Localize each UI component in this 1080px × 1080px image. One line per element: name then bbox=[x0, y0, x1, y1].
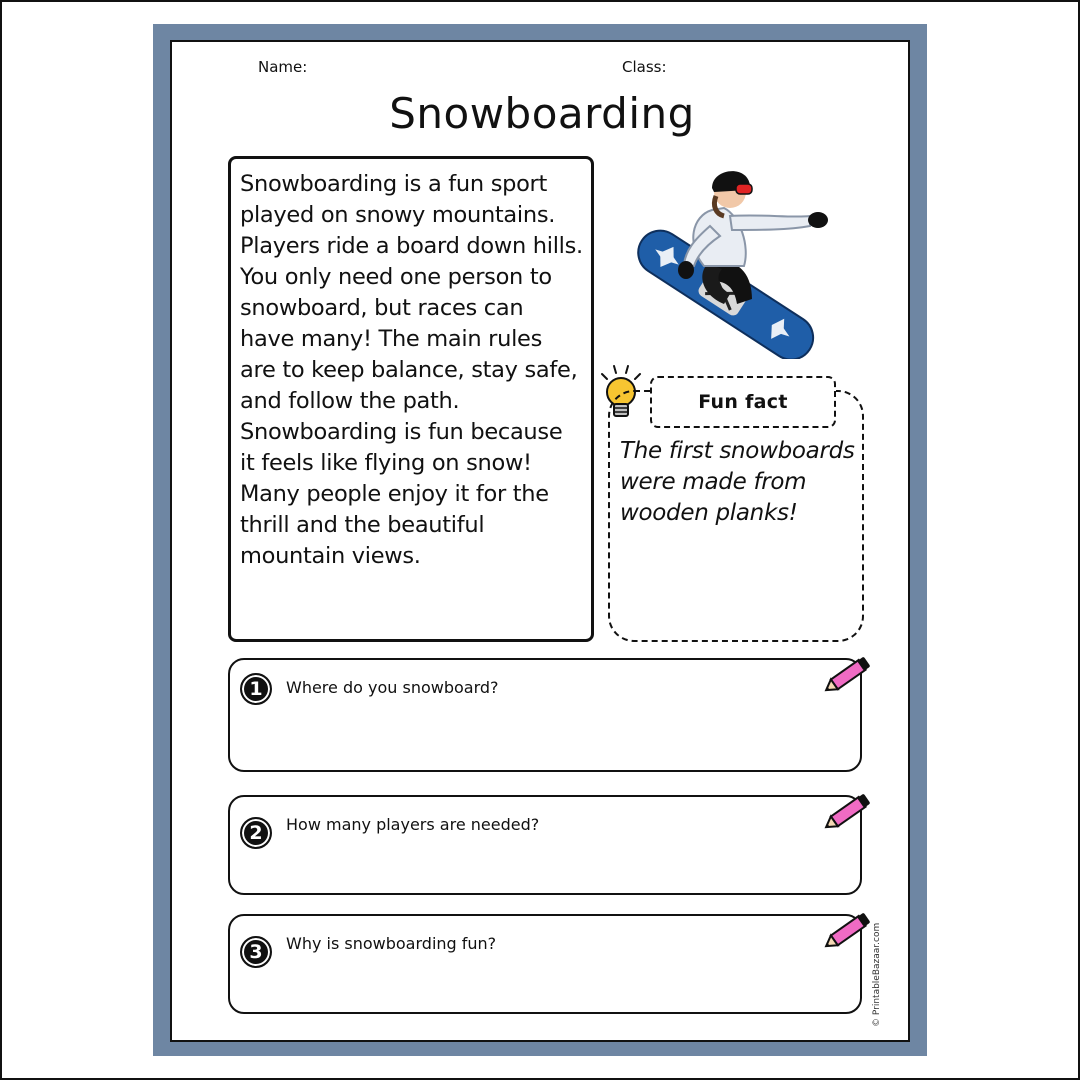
reading-passage-text: Snowboarding is a fun sport played on snowy mountains. Players ride a board down hills. You only need one person to snowboard, but races can have many! The main rules are to keep balance, stay safe, and follow the path. Snowboarding is fun because it feels like flying on snow! Many people enjoy it for the thrill and the beautiful mountain views. bbox=[240, 171, 583, 569]
question-2-number: 2 bbox=[240, 817, 272, 849]
question-1-answer-box[interactable] bbox=[228, 658, 862, 772]
reading-passage-box bbox=[228, 156, 594, 642]
question-3-answer-box[interactable] bbox=[228, 914, 862, 1014]
pencil-icon bbox=[820, 789, 876, 837]
pencil-icon bbox=[820, 652, 876, 700]
question-1-number: 1 bbox=[240, 673, 272, 705]
class-label: Class: bbox=[622, 58, 667, 76]
name-label: Name: bbox=[258, 58, 308, 76]
question-2-answer-box[interactable] bbox=[228, 795, 862, 895]
credit-text: © PrintableBazaar.com bbox=[872, 922, 882, 1027]
worksheet bbox=[170, 40, 910, 1042]
question-3-number: 3 bbox=[240, 936, 272, 968]
question-3-text: Why is snowboarding fun? bbox=[286, 934, 497, 953]
fun-fact-text: The first snowboards were made from wooden planks! bbox=[620, 438, 855, 526]
page-title: Snowboarding bbox=[389, 89, 695, 138]
pencil-icon bbox=[820, 908, 876, 956]
question-1-text: Where do you snowboard? bbox=[286, 678, 499, 697]
fun-fact-label: Fun fact bbox=[650, 376, 836, 428]
snowboarder-illustration bbox=[612, 154, 852, 359]
question-2-text: How many players are needed? bbox=[286, 815, 540, 834]
